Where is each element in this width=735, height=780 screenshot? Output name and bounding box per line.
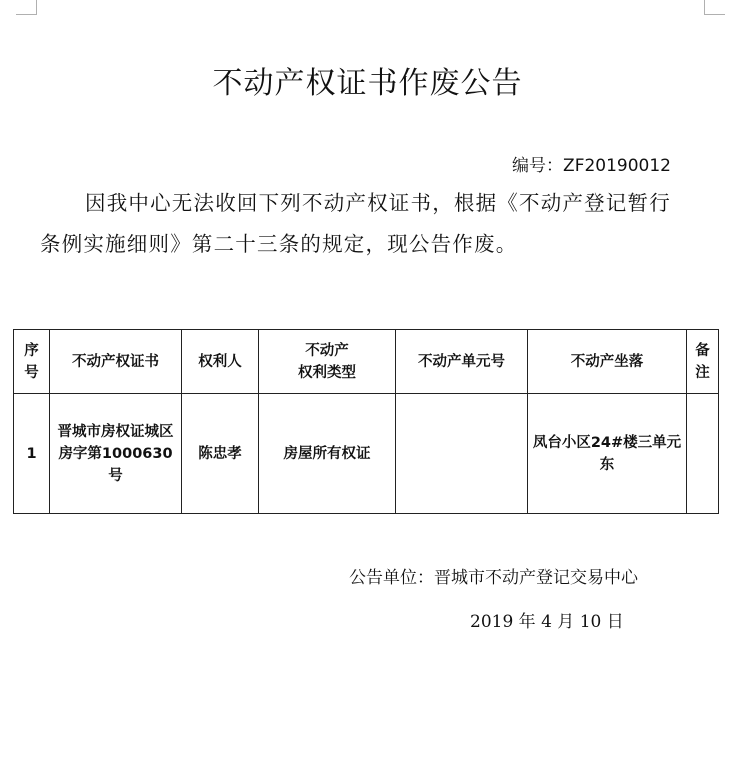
table-header-row (14, 330, 719, 394)
notice-body: 因我中心无法收回下列不动产权证书，根据《不动产登记暂行条例实施细则》第二十三条的规定，现公告作废。 (40, 191, 671, 256)
header-right-type-line2: 权利类型 (298, 364, 356, 381)
document-title: 不动产权证书作废公告 (212, 66, 523, 101)
cell-remark (687, 394, 719, 514)
header-unit-number: 不动产单元号 (396, 330, 528, 394)
header-seq: 序号 (14, 330, 50, 394)
header-location: 不动产坐落 (528, 330, 687, 394)
issuing-unit: 公告单位：晋城市不动产登记交易中心 (349, 568, 638, 588)
cell-seq: 1 (14, 394, 50, 514)
header-right-type-line1: 不动产 (305, 342, 349, 359)
cell-right-type: 房屋所有权证 (259, 394, 396, 514)
header-certificate: 不动产权证书 (50, 330, 182, 394)
certificate-table (13, 329, 719, 514)
document-number: 编号：ZF20190012 (512, 156, 671, 176)
header-remark: 备注 (687, 330, 719, 394)
table-row (14, 394, 719, 514)
cell-certificate: 晋城市房权证城区房字第1000630号 (50, 394, 182, 514)
cell-holder: 陈忠孝 (182, 394, 259, 514)
page-corner-mark-right (704, 0, 725, 15)
header-holder: 权利人 (182, 330, 259, 394)
cell-unit-number (396, 394, 528, 514)
issue-date: 2019 年 4 月 10 日 (470, 612, 624, 632)
header-right-type (259, 330, 396, 394)
page-corner-mark-left (16, 0, 37, 15)
cell-location: 凤台小区24#楼三单元东 (528, 394, 687, 514)
